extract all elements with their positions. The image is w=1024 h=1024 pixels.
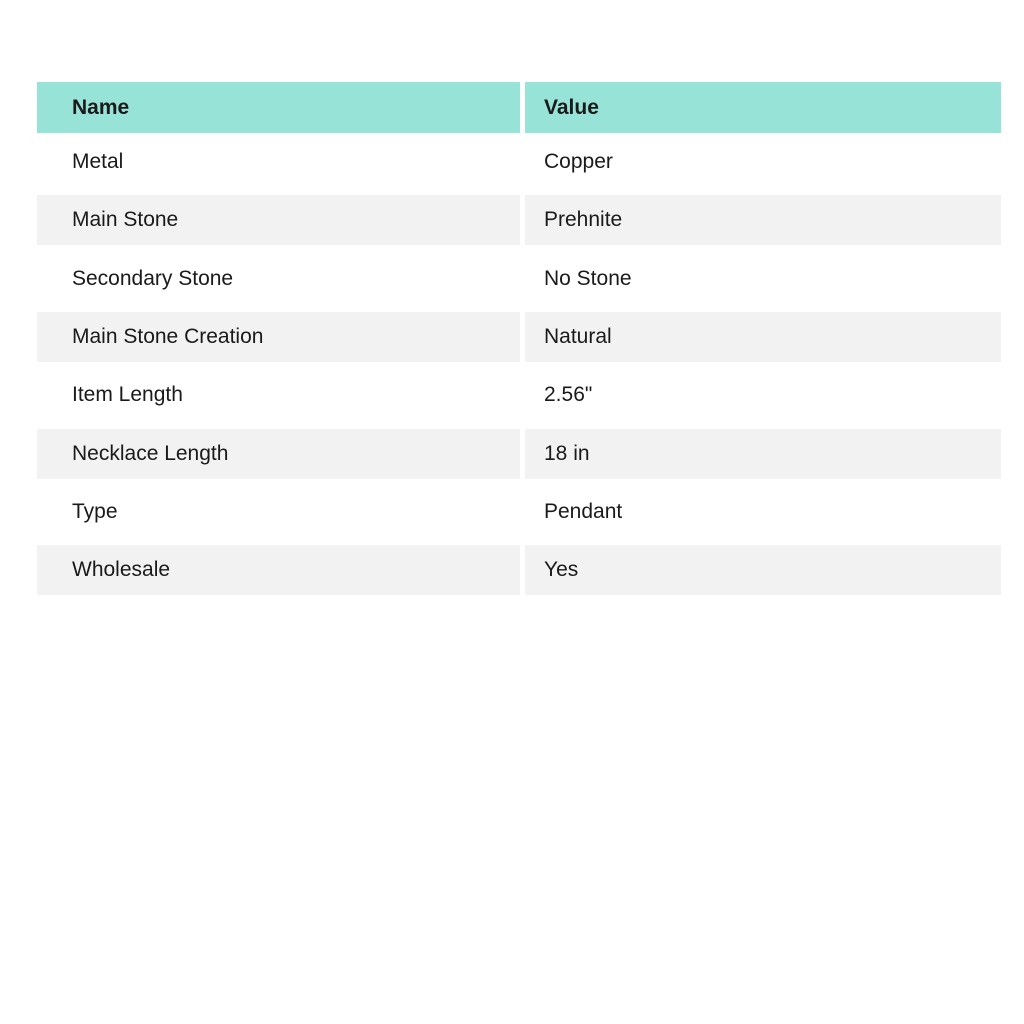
header-name-label: Name <box>72 95 130 119</box>
table-row-secondary-stone <box>37 250 1001 308</box>
attribute-value-cell <box>525 195 1001 245</box>
attribute-name-cell <box>37 312 520 362</box>
attribute-value: Yes <box>544 558 579 582</box>
attribute-value: No Stone <box>544 266 632 290</box>
header-cell-value <box>525 82 1001 133</box>
attribute-value-cell <box>525 137 1001 187</box>
attribute-value: Pendant <box>544 499 623 523</box>
table-header-row <box>37 82 1001 133</box>
attribute-value-cell <box>525 429 1001 479</box>
attribute-value-cell <box>525 487 1001 537</box>
attribute-name-cell <box>37 370 520 420</box>
attribute-value-cell <box>525 312 1001 362</box>
attribute-name: Type <box>72 499 118 523</box>
attribute-name: Main Stone <box>72 208 179 232</box>
product-attributes-table <box>37 82 1001 599</box>
table-row-metal <box>37 133 1001 191</box>
attribute-name-cell <box>37 545 520 595</box>
attribute-value-cell <box>525 545 1001 595</box>
attribute-value: 2.56" <box>544 383 593 407</box>
attribute-name-cell <box>37 137 520 187</box>
attribute-name-cell <box>37 254 520 304</box>
table-row-type <box>37 483 1001 541</box>
attribute-value-cell <box>525 370 1001 420</box>
attribute-name: Secondary Stone <box>72 266 234 290</box>
attribute-name-cell <box>37 429 520 479</box>
attribute-value: Natural <box>544 325 612 349</box>
table-row-item-length <box>37 366 1001 424</box>
attribute-name: Metal <box>72 150 124 174</box>
attribute-name: Wholesale <box>72 558 171 582</box>
attribute-name-cell <box>37 195 520 245</box>
attribute-value: 18 in <box>544 441 590 465</box>
table-row-main-stone-creation <box>37 308 1001 366</box>
table-row-main-stone <box>37 191 1001 249</box>
attribute-value: Prehnite <box>544 208 623 232</box>
attribute-value: Copper <box>544 150 613 174</box>
header-cell-name <box>37 82 520 133</box>
attribute-name: Necklace Length <box>72 441 229 465</box>
header-value-label: Value <box>544 95 599 119</box>
attribute-name: Main Stone Creation <box>72 325 264 349</box>
attribute-name: Item Length <box>72 383 183 407</box>
attribute-name-cell <box>37 487 520 537</box>
table-row-wholesale <box>37 541 1001 599</box>
attribute-value-cell <box>525 254 1001 304</box>
table-row-necklace-length <box>37 424 1001 482</box>
